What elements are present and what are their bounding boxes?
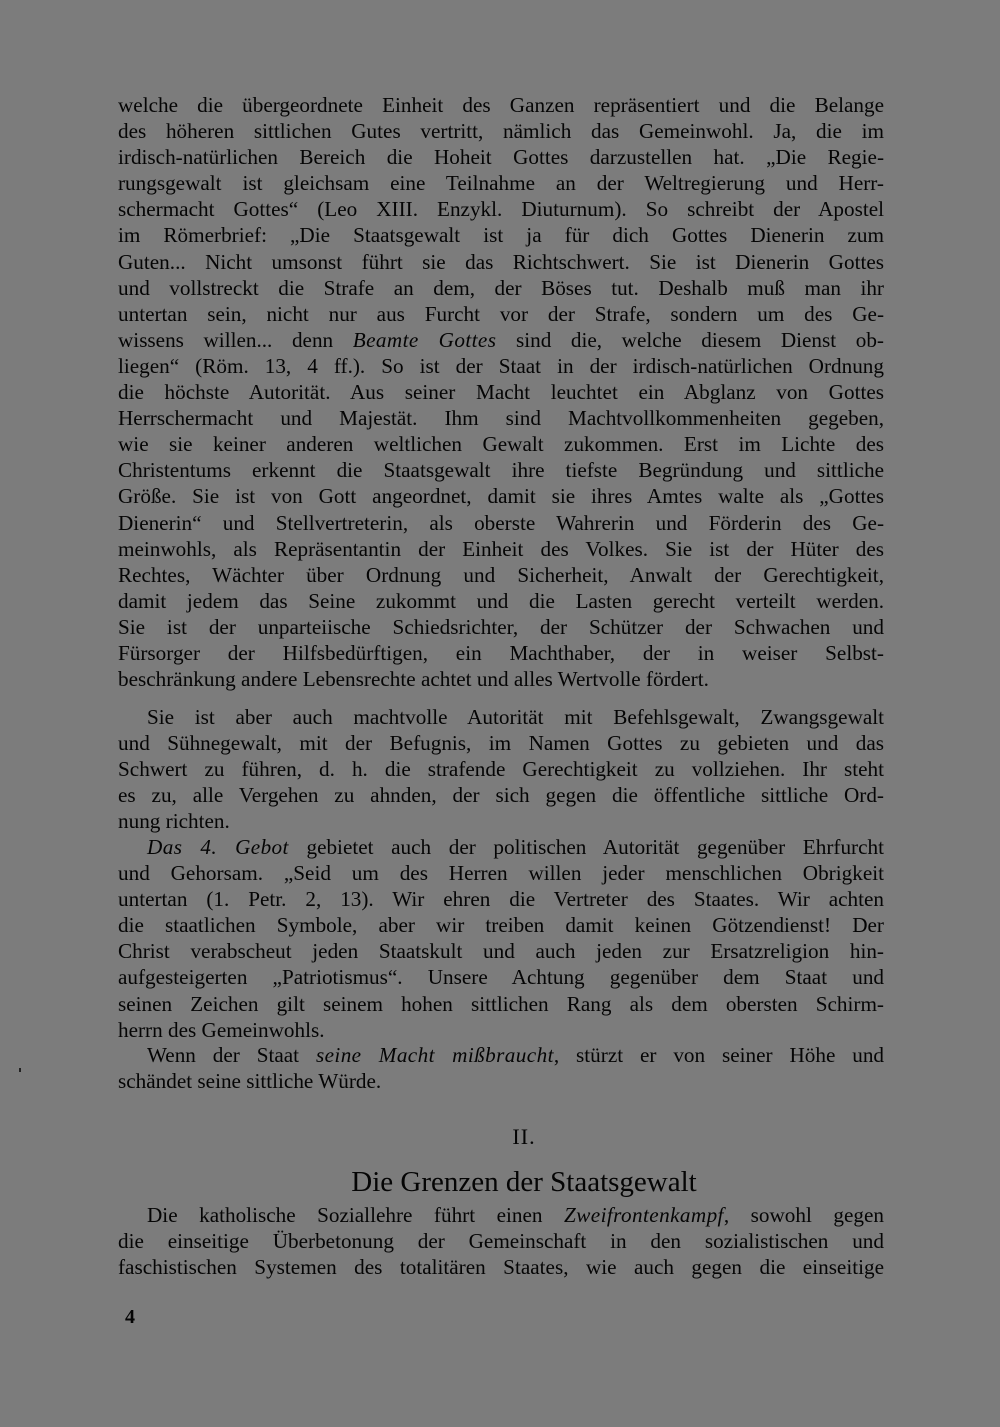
text-line: und Sühnegewalt, mit der Befugnis, im Namen Gottes zu gebieten und das <box>118 731 884 756</box>
text-line: aufgesteigerten „Patriotismus“. Unsere Achtung gegenüber dem Staat und <box>118 965 884 990</box>
text-line: Herrschermacht und Majestät. Ihm sind Machtvollkommenheiten gegeben, <box>118 406 884 431</box>
line-start: Die katholische Soziallehre führt einen <box>147 1203 543 1227</box>
text-line: liegen“ (Röm. 13, 4 ff.). So ist der Staat in der irdisch-natürlichen Ordnung <box>118 353 884 378</box>
line-end: , sowohl gegen <box>723 1203 884 1227</box>
text-line: faschistischen Systemen des totalitären Staates, wie auch gegen die einseitige <box>118 1255 884 1280</box>
text-line: die einseitige Überbetonung der Gemeinschaft in den sozialistischen und <box>118 1229 884 1254</box>
scan-speck <box>19 1068 21 1072</box>
text-line: untertan (1. Petr. 2, 13). Wir ehren die Vertreter des Staates. Wir achten <box>118 887 884 912</box>
page-number: 4 <box>125 1306 135 1328</box>
text-line: und Gehorsam. „Seid um des Herren willen jeder menschlichen Obrigkeit <box>118 861 884 886</box>
text-line: Schwert zu führen, d. h. die strafende Gerechtigkeit zu vollziehen. Ihr steht <box>118 757 884 782</box>
text-line: Christentums erkennt die Staatsgewalt ihre tiefste Begründung und sittliche <box>118 458 884 483</box>
section-number: II. <box>512 1124 536 1149</box>
text-line: die staatlichen Symbole, aber wir treiben damit keinen Götzendienst! Der <box>118 913 884 938</box>
paragraph-fourth-commandment <box>118 834 884 1043</box>
text-line: und vollstreckt die Strafe an dem, der Böses tut. Deshalb muß man ihr <box>118 275 884 300</box>
text-line: Sie ist der unparteiische Schiedsrichter, der Schützer der Schwachen und <box>118 614 884 639</box>
line-start: wissens willen... denn <box>118 327 334 352</box>
text-line-with-italic <box>118 834 884 860</box>
text-line: welche die übergeordnete Einheit des Ganzen repräsentiert und die Belange <box>118 93 884 117</box>
text-line-with-italic <box>118 1042 884 1068</box>
text-line: des höheren sittlichen Gutes vertritt, nämlich das Gemeinwohl. Ja, die im <box>118 119 884 144</box>
text-line: untertan sein, nicht nur aus Furcht vor der Strafe, sondern um des Ge- <box>118 301 884 326</box>
text-line: Dienerin“ und Stellvertreterin, als oberste Wahrerin und Förderin des Ge- <box>118 510 884 535</box>
text-line: wie sie keiner anderen weltlichen Gewalt zukommen. Erst im Lichte des <box>118 432 884 457</box>
line-end: , stürzt er von seiner Höhe und <box>553 1043 885 1067</box>
text-line: Christ verabscheut jeden Staatskult und auch jeden zur Ersatzreligion hin- <box>118 939 884 964</box>
italic-phrase: Zweifrontenkampf <box>564 1203 724 1227</box>
line-end: sind die, welche diesem Dienst ob- <box>515 327 884 352</box>
text-line: es zu, alle Vergehen zu ahnden, der sich gegen die öffentliche sittliche Ord- <box>118 783 884 808</box>
italic-phrase: seine Macht mißbraucht <box>315 1043 554 1067</box>
text-line: schändet seine sittliche Würde. <box>118 1069 382 1094</box>
paragraph-authority-powers <box>118 704 884 834</box>
line-start: Wenn der Staat <box>147 1043 300 1067</box>
text-line: Größe. Sie ist von Gott angeordnet, damit sie ihres Amtes walte als „Gottes <box>118 484 884 509</box>
text-line: irdisch-natürlichen Bereich die Hoheit Gottes darzustellen hat. „Die Regie- <box>118 145 884 170</box>
text-line: im Römerbrief: „Die Staatsgewalt ist ja für dich Gottes Dienerin zum <box>118 223 884 248</box>
paragraph-state-authority <box>118 92 884 692</box>
text-line: nung richten. <box>118 809 230 834</box>
text-line: damit jedem das Seine zukommt und die Lasten gerecht verteilt werden. <box>118 588 884 613</box>
line-end: gebietet auch der politischen Autorität gegenüber Ehrfurcht <box>306 835 884 859</box>
text-line: Sie ist aber auch machtvolle Autorität mit Befehlsgewalt, Zwangsgewalt <box>147 705 884 729</box>
italic-phrase: Das 4. Gebot <box>147 835 289 859</box>
text-line: rungsgewalt ist gleichsam eine Teilnahme an der Weltregierung und Herr- <box>118 171 884 196</box>
text-line: Guten... Nicht umsonst führt sie das Richtschwert. Sie ist Dienerin Gottes <box>118 249 884 274</box>
text-line: die höchste Autorität. Aus seiner Macht leuchtet ein Abglanz von Gottes <box>118 380 884 405</box>
paragraph-two-front-struggle <box>118 1202 884 1280</box>
text-line: herrn des Gemeinwohls. <box>118 1017 325 1042</box>
paragraph-abuse-of-power <box>118 1042 884 1094</box>
text-line: meinwohls, als Repräsentantin der Einheit des Volkes. Sie ist der Hüter des <box>118 536 884 561</box>
text-line: beschränkung andere Lebensrechte achtet und alles Wertvolle fördert. <box>118 667 709 692</box>
text-line: seinen Zeichen gilt seinem hohen sittlichen Rang als dem obersten Schirm- <box>118 991 884 1016</box>
section-title: Die Grenzen der Staatsgewalt <box>351 1166 697 1198</box>
text-line: Fürsorger der Hilfsbedürftigen, ein Machthaber, der in weiser Selbst- <box>118 640 884 665</box>
text-line: Rechtes, Wächter über Ordnung und Sicherheit, Anwalt der Gerechtigkeit, <box>118 562 884 587</box>
text-line-with-italic <box>118 1202 884 1228</box>
italic-phrase: Beamte Gottes <box>352 327 497 352</box>
text-line: schermacht Gottes“ (Leo XIII. Enzykl. Diuturnum). So schreibt der Apostel <box>118 197 884 222</box>
text-line-with-italic <box>118 327 884 353</box>
